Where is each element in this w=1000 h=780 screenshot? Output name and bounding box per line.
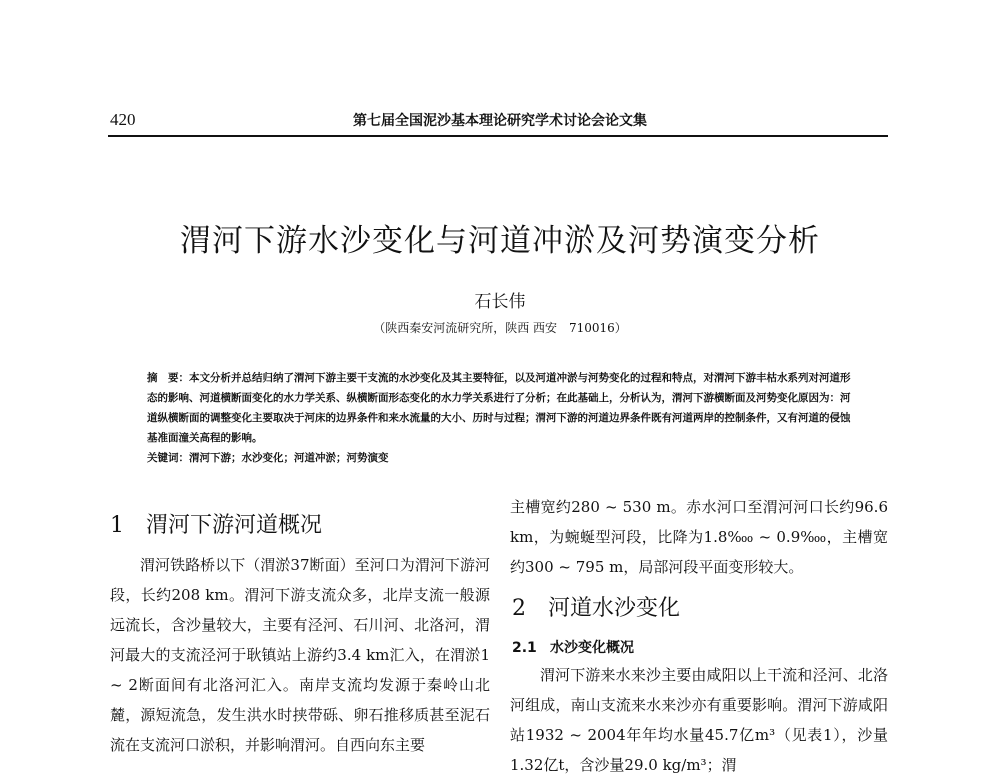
affiliation: （陕西秦安河流研究所，陕西 西安 710016） bbox=[373, 321, 627, 335]
section-1-number: 1 bbox=[110, 513, 124, 538]
header-rule bbox=[108, 135, 888, 137]
running-title: 第七届全国泥沙基本理论研究学术讨论会论文集 bbox=[353, 113, 647, 129]
subsection-2-1-paragraph: 渭河下游来水来沙主要由咸阳以上干流和泾河、北洛河组成，南山支流来水来沙亦有重要影响。渭河下游咸阳站1932 ~ 2004年年均水量45.7亿m³（见表1），沙量1.32亿t，含沙量29.0 kg/m³；渭 bbox=[510, 666, 888, 774]
subsection-2-1-title: 水沙变化概况 bbox=[550, 640, 634, 656]
abstract bbox=[147, 368, 859, 448]
section-1-body bbox=[110, 550, 490, 760]
subsection-2-1-body bbox=[510, 660, 888, 780]
page-number: 420 bbox=[110, 110, 136, 129]
section-2-heading bbox=[512, 591, 680, 622]
section-1-paragraph: 渭河铁路桥以下（渭淤37断面）至河口为渭河下游河段，长约208 km。渭河下游支流众多，北岸支流一般源远流长，含沙量较大，主要有泾河、石川河、北洛河，渭河最大的支流泾河于耿镇站上游约3.4 km汇入，在渭淤1 ~ 2断面间有北洛河汇入。南岸支流均发源于秦岭山北麓，源短流急，发生洪水时挟带砾、卵石推移质甚至泥石流在支流河口淤积，并影响渭河。自西向东主要 bbox=[110, 556, 490, 754]
subsection-2-1-heading bbox=[512, 637, 634, 657]
section-1-heading bbox=[110, 508, 322, 539]
abstract-block bbox=[147, 368, 859, 468]
keywords-label: 关键词： bbox=[147, 452, 189, 464]
section-1-continued-paragraph: 主槽宽约280 ~ 530 m。赤水河口至渭河河口长约96.6 km，为蜿蜒型河段，比降为1.8‱ ~ 0.9‱，主槽宽约300 ~ 795 m，局部河段平面变形较大。 bbox=[510, 498, 888, 576]
keywords-text: 渭河下游；水沙变化；河道冲淤；河势演变 bbox=[189, 452, 389, 464]
abstract-text: 本文分析并总结归纳了渭河下游主要干支流的水沙变化及其主要特征，以及河道冲淤与河势变化的过程和特点，对渭河下游丰枯水系列对河道形态的影响、河道横断面变化的水力学关系、纵横断面形态变化的水力学关系进行了分析；在此基础上，分析认为，渭河下游横断面及河势变化原因为：河道纵横断面的调整变化主要取决于河床的边界条件和来水流量的大小、历时与过程；渭河下游的河道边界条件既有河道两岸的控制条件，又有河道的侵蚀基准面潼关高程的影响。 bbox=[147, 372, 851, 444]
author: 石长伟 bbox=[474, 292, 526, 312]
paper-title: 渭河下游水沙变化与河道冲淤及河势演变分析 bbox=[180, 223, 820, 259]
section-1-title: 渭河下游河道概况 bbox=[146, 513, 323, 538]
subsection-2-1-number: 2.1 bbox=[512, 640, 537, 656]
section-2-title: 河道水沙变化 bbox=[548, 596, 681, 621]
section-1-continued bbox=[510, 492, 888, 582]
keywords bbox=[147, 448, 859, 468]
section-2-number: 2 bbox=[512, 596, 526, 621]
abstract-label: 摘 要： bbox=[147, 372, 189, 384]
